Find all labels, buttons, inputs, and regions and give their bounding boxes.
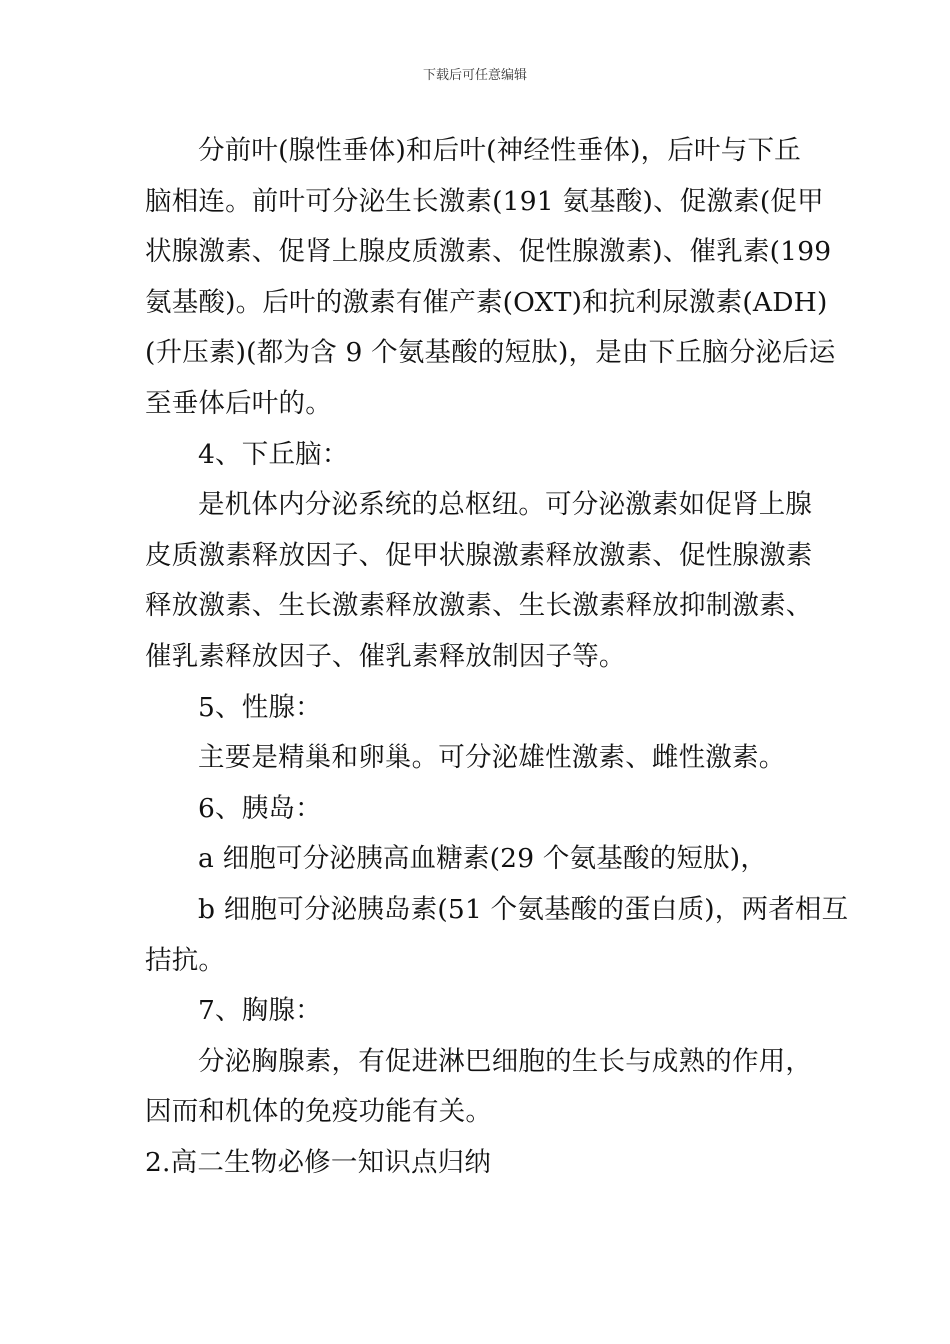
text-line: 状腺激素、促肾上腺皮质激素、促性腺激素)、催乳素(199 xyxy=(145,236,832,268)
text-line: 5、性腺： xyxy=(198,691,322,723)
section-heading-text: 2.高二生物必修一知识点归纳 xyxy=(145,1146,492,1178)
paragraph-pituitary xyxy=(145,126,836,430)
text-line: 4、下丘脑： xyxy=(198,438,349,470)
text-line: 分前叶(腺性垂体)和后叶(神经性垂体)，后叶与下丘 xyxy=(198,135,801,166)
section-heading xyxy=(145,1138,810,1189)
heading-thymus xyxy=(145,986,810,1037)
text-line: a 细胞可分泌胰高血糖素(29 个氨基酸的短肽)， xyxy=(198,843,768,875)
text-line: 主要是精巢和卵巢。可分泌雄性激素、雌性激素。 xyxy=(198,742,786,774)
paragraph-thymus xyxy=(145,1037,813,1138)
text-line: 是机体内分泌系统的总枢纽。可分泌激素如促肾上腺 xyxy=(198,489,813,521)
text-line: 脑相连。前叶可分泌生长激素(191 氨基酸)、促激素(促甲 xyxy=(145,185,824,217)
text-line: 拮抗。 xyxy=(145,944,226,976)
paragraph-alpha-cells xyxy=(145,834,810,885)
document-body xyxy=(145,126,849,1188)
heading-hypothalamus xyxy=(145,430,810,481)
text-line: 7、胸腺： xyxy=(198,995,322,1027)
text-line: b 细胞可分泌胰岛素(51 个氨基酸的蛋白质)，两者相互 xyxy=(198,893,849,925)
text-line: 催乳素释放因子、催乳素释放制因子等。 xyxy=(145,640,626,672)
text-line: 至垂体后叶的。 xyxy=(145,387,332,419)
heading-islets xyxy=(145,784,810,835)
paragraph-beta-cells xyxy=(145,885,849,986)
text-line: 皮质激素释放因子、促甲状腺激素释放激素、促性腺激素 xyxy=(145,539,813,571)
text-line: 氨基酸)。后叶的激素有催产素(OXT)和抗利尿激素(ADH) xyxy=(145,286,828,318)
text-line: 分泌胸腺素，有促进淋巴细胞的生长与成熟的作用， xyxy=(198,1045,813,1077)
text-line: 释放激素、生长激素释放激素、生长激素释放抑制激素、 xyxy=(145,590,813,622)
heading-gonads xyxy=(145,683,810,734)
text-line: 6、胰岛： xyxy=(198,792,322,824)
page-header: 下载后可任意编辑 xyxy=(422,68,527,83)
paragraph-hypothalamus xyxy=(145,480,813,682)
text-line: 因而和机体的免疫功能有关。 xyxy=(145,1096,493,1128)
paragraph-gonads xyxy=(145,733,810,784)
text-line: (升压素)(都为含 9 个氨基酸的短肽)，是由下丘脑分泌后运 xyxy=(145,337,836,369)
